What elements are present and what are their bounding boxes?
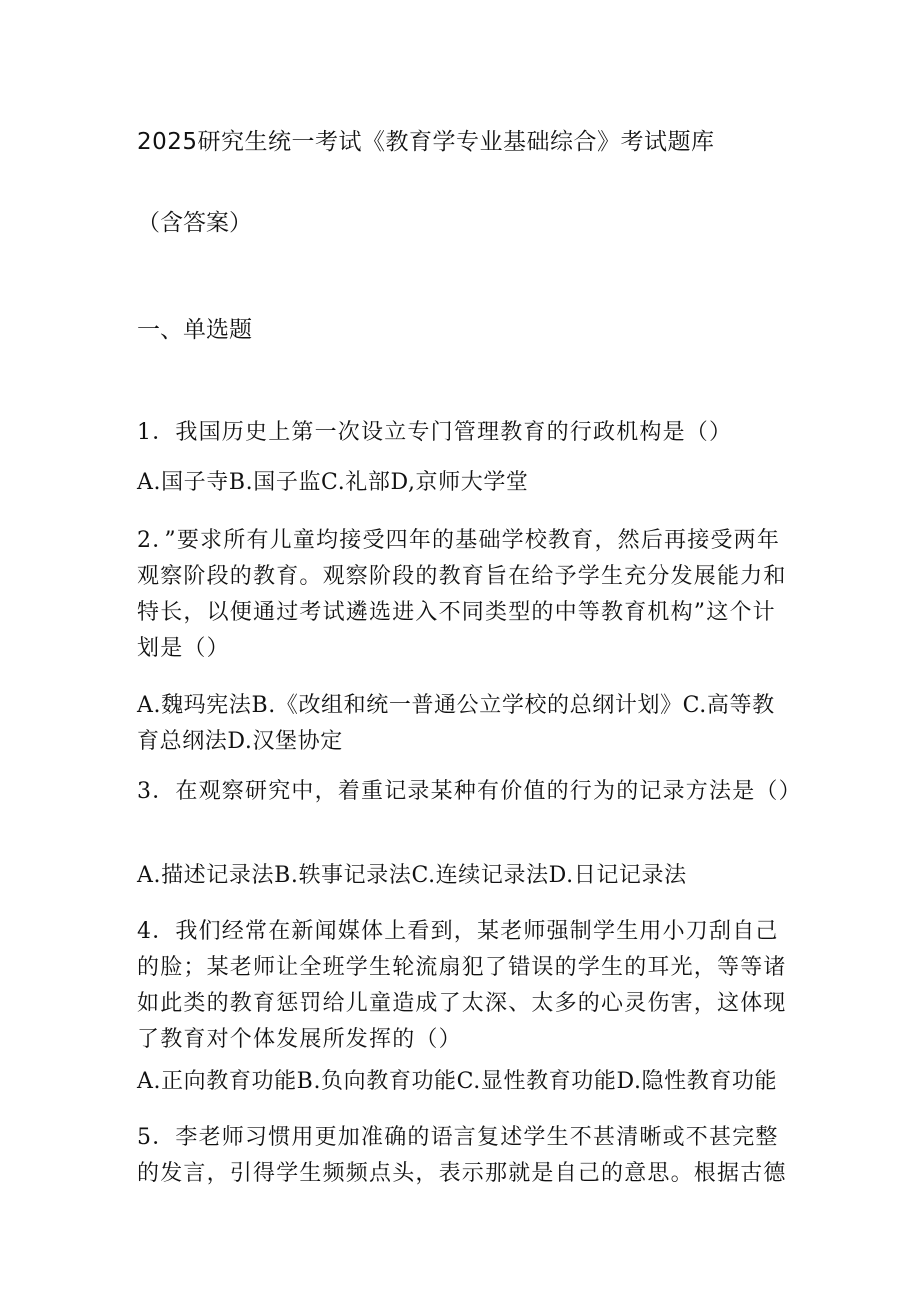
document-title: 2025研究生统一考试《教育学专业基础综合》考试题库 (137, 129, 715, 155)
document-subtitle: （含答案） (137, 210, 252, 236)
question-2-stem: 2．”要求所有儿童均接受四年的基础学校教育，然后再接受两年观察阶段的教育。观察阶段的教育旨在给予学生充分发展能力和特长，以便通过考试遴选进入不同类型的中等教育机构”这个计划是（） (137, 528, 787, 661)
question-1-options: A.国子寺B.国子监C.礼部D,京师大学堂 (137, 470, 529, 495)
question-2-options: A.魏玛宪法B.《改组和统一普通公立学校的总纲计划》C.高等教育总纲法D.汉堡协定 (137, 693, 775, 754)
question-5-stem: 5．李老师习惯用更加准确的语言复述学生不甚清晰或不甚完整的发言，引得学生频频点头，表示那就是自己的意思。根据古德 (137, 1125, 787, 1186)
question-3-options: A.描述记录法B.轶事记录法C.连续记录法D.日记记录法 (137, 863, 687, 888)
question-1-stem: 1．我国历史上第一次设立专门管理教育的行政机构是（） (137, 420, 733, 445)
question-4-options: A.正向教育功能B.负向教育功能C.显性教育功能D.隐性教育功能 (137, 1069, 778, 1094)
question-4-stem: 4．我们经常在新闻媒体上看到，某老师强制学生用小刀刮自己的脸；某老师让全班学生轮流扇犯了错误的学生的耳光，等等诸如此类的教育惩罚给儿童造成了太深、太多的心灵伤害，这体现了教育对个体发展所发挥的（） (137, 919, 787, 1052)
question-3-stem: 3．在观察研究中，着重记录某种有价值的行为的记录方法是（） (137, 779, 802, 804)
section-heading: 一、单选题 (137, 317, 252, 343)
